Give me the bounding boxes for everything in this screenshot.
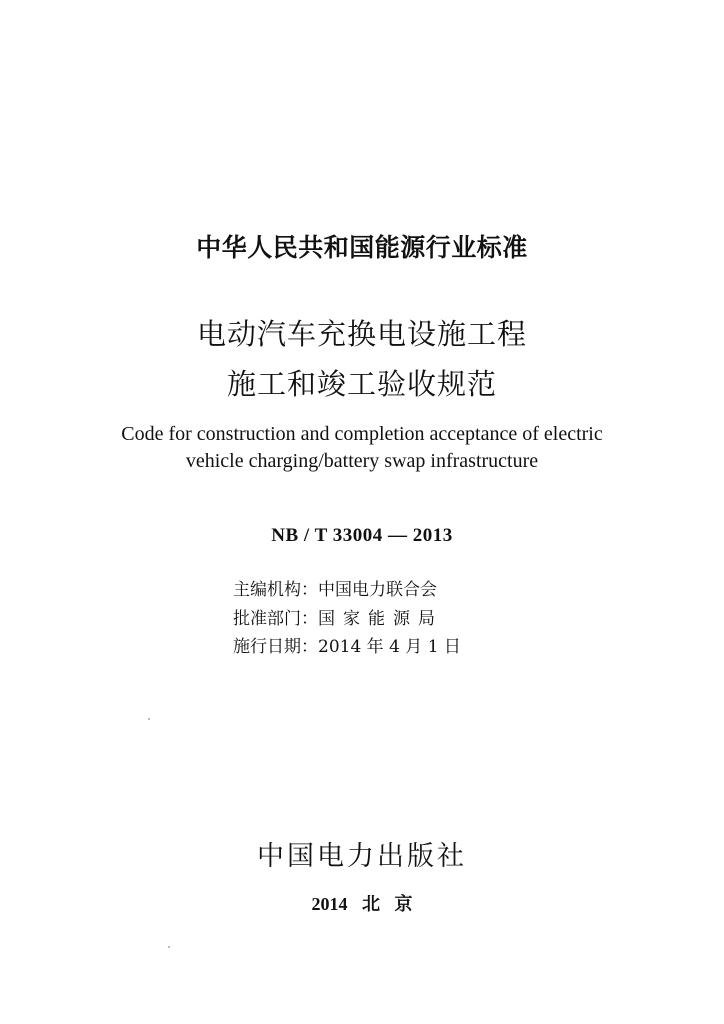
meta-editor <box>233 575 437 600</box>
meta-editor-label: 主编机构： <box>233 580 318 600</box>
publisher: 中国电力出版社 <box>257 841 467 872</box>
standard-code: NB / T 33004 — 2013 <box>271 525 453 546</box>
meta-approver-value: 国家能源局 <box>318 609 443 629</box>
title-zh-line2: 施工和竣工验收规范 <box>226 367 497 401</box>
meta-editor-value: 中国电力联合会 <box>318 580 437 600</box>
meta-effective-value: 2014 年 4 月 1 日 <box>318 637 461 657</box>
title-en-line1: Code for construction and completion acceptance of electric <box>121 423 603 445</box>
title-en-line2: vehicle charging/battery swap infrastructure <box>185 450 539 472</box>
meta-effective-label: 施行日期： <box>233 637 318 657</box>
meta-approver-label: 批准部门： <box>233 609 318 629</box>
scan-speck <box>168 946 170 948</box>
meta-approver <box>233 604 443 629</box>
scan-speck <box>148 718 150 720</box>
publish-place: 2014 北 京 <box>311 894 413 914</box>
standard-category: 中华人民共和国能源行业标准 <box>196 233 528 262</box>
meta-effective <box>233 632 461 657</box>
title-zh-line1: 电动汽车充换电设施工程 <box>196 317 527 351</box>
